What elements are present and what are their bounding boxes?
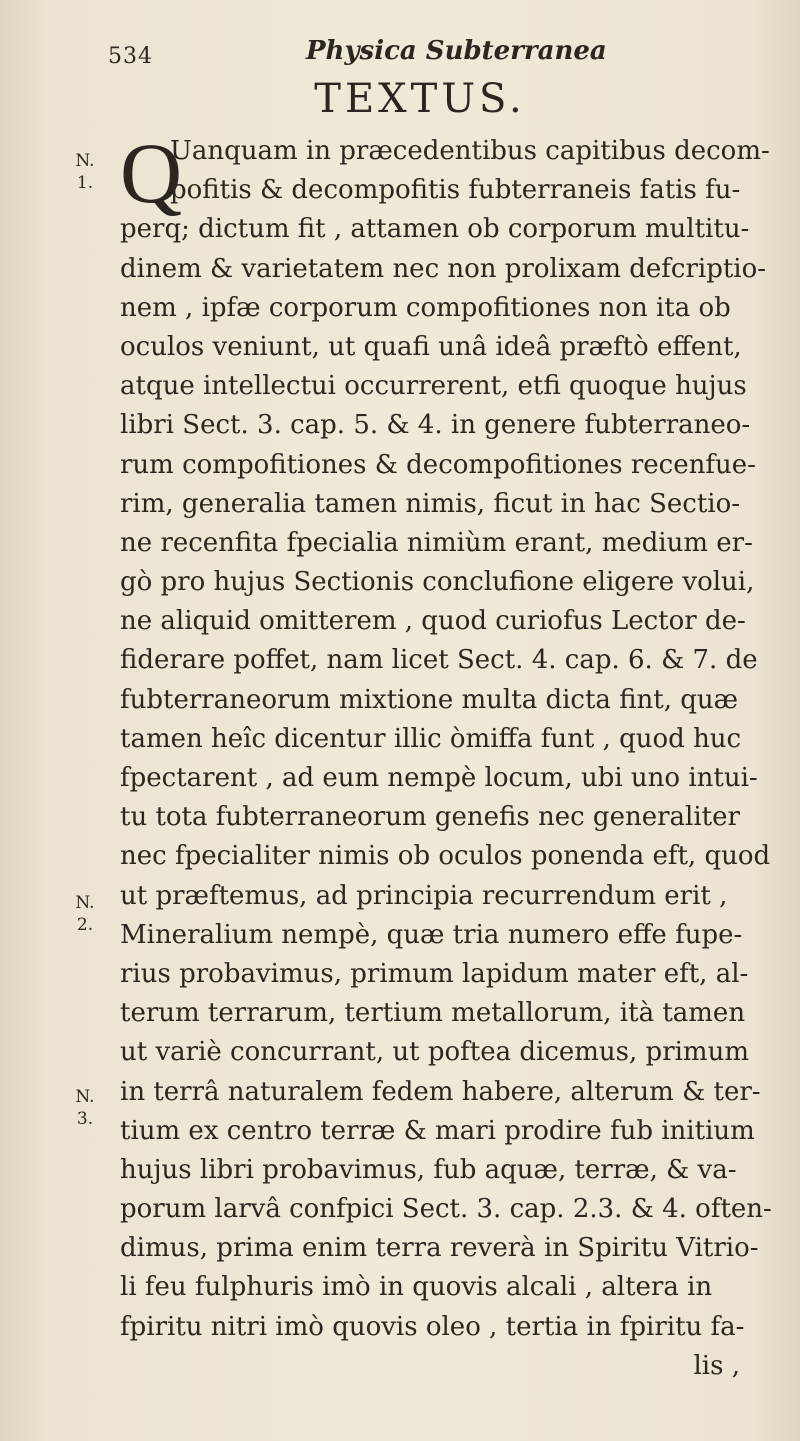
- text-line: porum larvâ confpici Sect. 3. cap. 2.3. & 4. often-: [120, 1194, 772, 1225]
- text-line: ne recenfita fpecialia nimiùm erant, medium er-: [120, 527, 753, 558]
- margin-note-3: [74, 1086, 96, 1130]
- page-number: 534: [108, 44, 153, 69]
- margin-note-label: N.: [75, 151, 95, 171]
- margin-note-label: N.: [75, 1087, 95, 1107]
- text-line: in terrâ naturalem fedem habere, alterum & ter-: [120, 1076, 761, 1107]
- margin-note-label: N.: [75, 893, 95, 913]
- text-line: hujus libri probavimus, fub aquæ, terræ, & va-: [120, 1154, 737, 1185]
- body-text: [120, 125, 800, 1386]
- text-line: fpiritu nitri imò quovis oleo , tertia in fpiritu fa-: [120, 1311, 745, 1342]
- text-line: nec fpecialiter nimis ob oculos ponenda eft, quod: [120, 841, 771, 872]
- text-line: Mineralium nempè, quæ tria numero effe fupe-: [120, 919, 743, 950]
- section-heading: TEXTUS.: [314, 76, 526, 122]
- text-line: perq; dictum fit , attamen ob corporum multitu-: [120, 214, 750, 245]
- text-line: dimus, prima enim terra reverà in Spiritu Vitrio-: [120, 1233, 759, 1264]
- margin-note-number: 3.: [76, 1109, 94, 1129]
- text-line: fubterraneorum mixtione multa dicta fint, quæ: [120, 684, 739, 715]
- margin-note-number: 1.: [76, 173, 94, 193]
- text-line: li feu fulphuris imò in quovis alcali , altera in: [120, 1272, 713, 1303]
- text-line: libri Sect. 3. cap. 5. & 4. in genere fubterraneo-: [120, 410, 751, 441]
- text-line: oculos veniunt, ut quafi unâ ideâ præftò effent,: [120, 331, 742, 362]
- text-line: tu tota fubterraneorum genefis nec generaliter: [120, 802, 740, 833]
- running-head: Physica Subterranea: [306, 36, 607, 66]
- text-line: tium ex centro terræ & mari prodire fub initium: [120, 1115, 755, 1146]
- margin-note-1: [74, 150, 96, 194]
- text-line: rim, generalia tamen nimis, ficut in hac Sectio-: [120, 488, 741, 519]
- text-line: lis ,: [693, 1350, 740, 1381]
- text-line: tamen heîc dicentur illic òmiffa funt , quod huc: [120, 723, 742, 754]
- margin-note-number: 2.: [76, 915, 94, 935]
- text-line: rius probavimus, primum lapidum mater eft, al-: [120, 958, 749, 989]
- text-line: ne aliquid omitterem , quod curiofus Lector de-: [120, 606, 746, 637]
- text-line: ut præftemus, ad principia recurrendum erit ,: [120, 880, 728, 911]
- text-line: atque intellectui occurrerent, etfi quoque hujus: [120, 371, 747, 402]
- text-line: fpectarent , ad eum nempè locum, ubi uno intui-: [120, 763, 758, 793]
- text-line: pofitis & decompofitis fubterraneis fatis fu-: [170, 175, 741, 206]
- text-line: gò pro hujus Sectionis conclufione eligere volui,: [120, 567, 755, 598]
- margin-note-2: [74, 892, 96, 936]
- text-line: terum terrarum, tertium metallorum, ità tamen: [120, 998, 746, 1029]
- drop-cap: Q: [120, 125, 183, 221]
- text-line: rum compofitiones & decompofitiones recenfue-: [120, 449, 756, 480]
- text-line: ut variè concurrant, ut poftea dicemus, primum: [120, 1037, 749, 1068]
- text-line: nem , ipfæ corporum compofitiones non ita ob: [120, 292, 731, 323]
- text-line: dinem & varietatem nec non prolixam defcriptio-: [120, 253, 767, 284]
- text-line: Uanquam in præcedentibus capitibus decom-: [170, 136, 770, 166]
- text-line: fiderare poffet, nam licet Sect. 4. cap. 6. & 7. de: [120, 645, 758, 676]
